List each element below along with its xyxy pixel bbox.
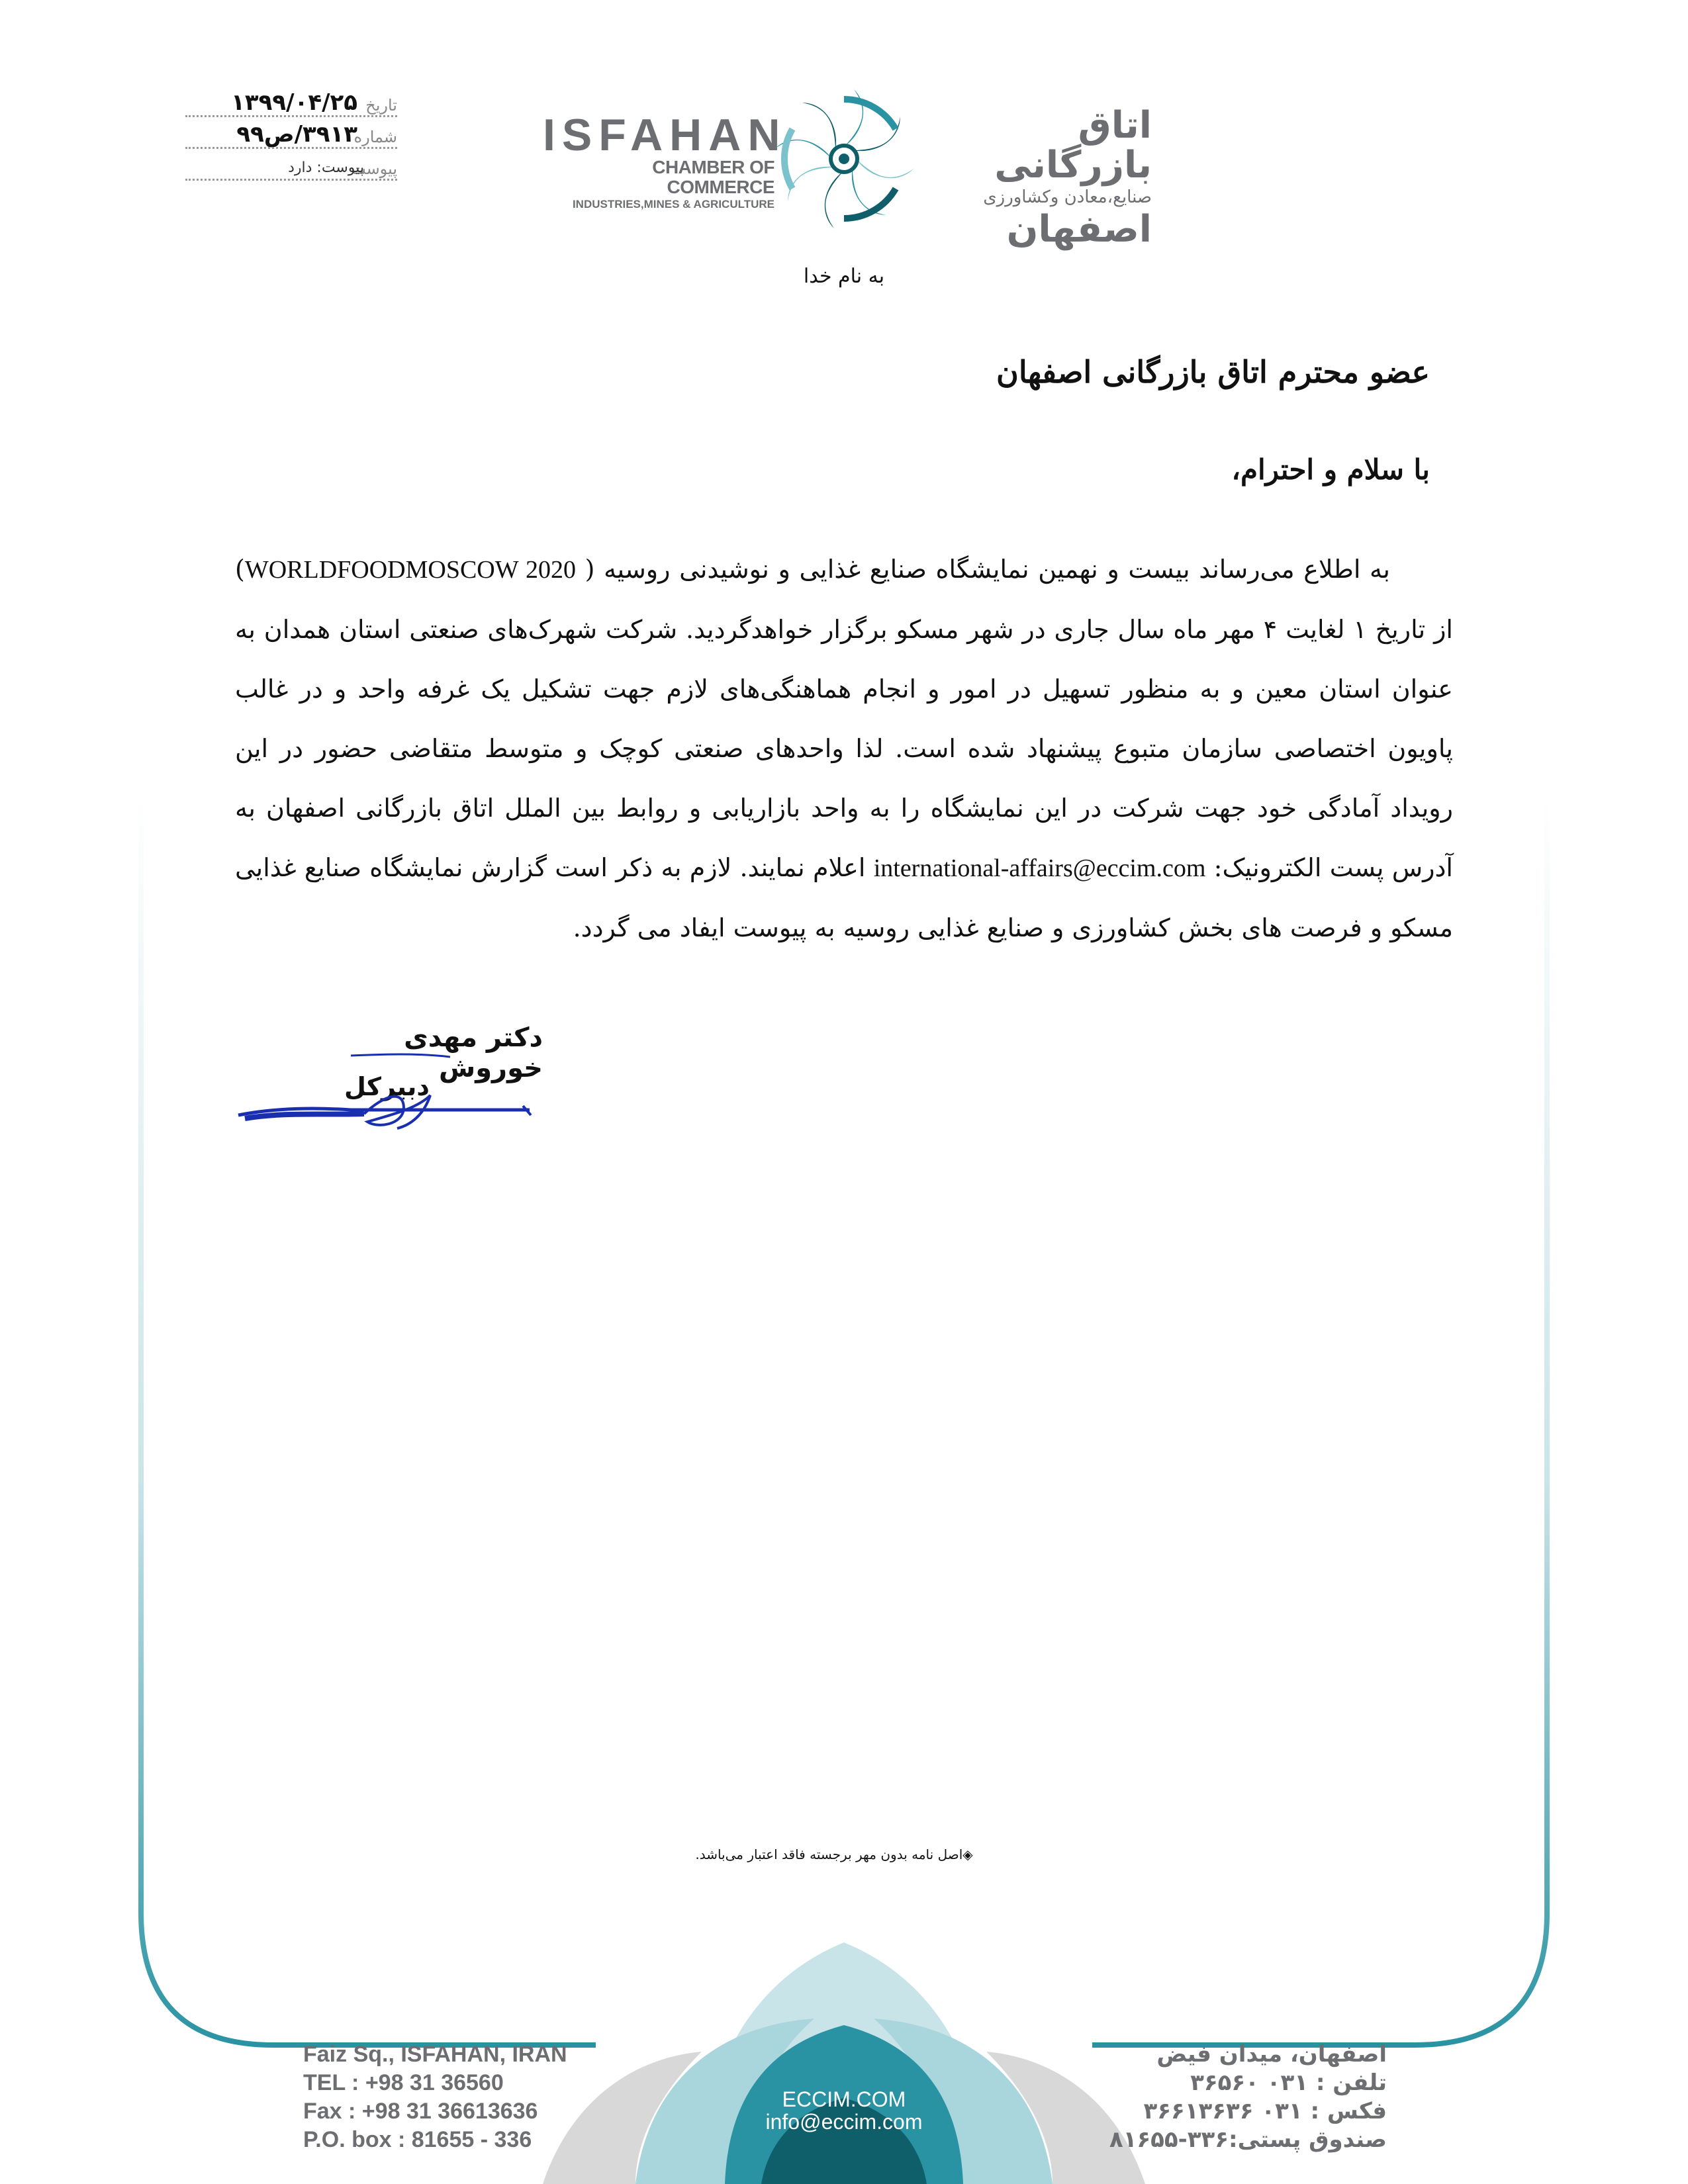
- logo-persian: [923, 106, 1152, 250]
- signature-block: [232, 1016, 543, 1135]
- validity-note-text: اصل نامه بدون مهر برجسته فاقد اعتبار می‌باشد.: [695, 1846, 963, 1862]
- footer-fa-fax: فکس : ۰۳۱ ۳۶۶۱۳۶۳۶: [1143, 2098, 1387, 2124]
- footer-fa-pobox: صندوق پستی:۳۳۶-۸۱۶۵۵: [1109, 2126, 1387, 2153]
- number-row: [179, 121, 397, 153]
- basmala: به نام خدا: [803, 265, 885, 288]
- logo-english: [543, 110, 787, 212]
- number-value: ۳۹۱۳/ص۹۹: [236, 121, 357, 148]
- letter-meta: [179, 89, 397, 185]
- contact-email-link[interactable]: international-affairs@eccim.com: [873, 854, 1206, 882]
- logo-en-line3: INDUSTRIES,MINES & AGRICULTURE: [572, 198, 774, 210]
- signatory-title: دبیرکل: [344, 1072, 430, 1101]
- number-dotted-line: [185, 147, 397, 149]
- footer-en-tel: TEL : +98 31 36560: [303, 2070, 504, 2095]
- date-dotted-line: [185, 115, 397, 117]
- validity-note: ◈اصل نامه بدون مهر برجسته فاقد اعتبار می‌باشد.: [695, 1846, 973, 1862]
- body-part-3: اعلام نمایند. لازم به ذکر است گزارش نمایشگاه صنایع غذایی مسکو و فرصت های بخش کشاورزی و صنایع غذایی روسیه به پیوست ایفاد می گردد.: [235, 853, 1453, 942]
- attachment-dotted-line: [185, 179, 397, 181]
- footer-english-contact: [303, 2040, 567, 2154]
- logo-en-line2: CHAMBER OF COMMERCE: [652, 157, 774, 197]
- date-value: ۱۳۹۹/۰۴/۲۵: [231, 89, 357, 116]
- logo-fa-line1: اتاق بازرگانی: [994, 104, 1152, 187]
- logo-fa-line3: اصفهان: [1006, 208, 1152, 251]
- attachment-value: پیوست: دارد: [288, 159, 364, 176]
- body-paragraph: [235, 539, 1453, 958]
- addressee: عضو محترم اتاق بازرگانی اصفهان: [996, 354, 1430, 390]
- logo-fa-line2: صنایع،معادن وکشاورزی: [983, 187, 1152, 207]
- signatory-name: دکتر مهدی خوروش: [404, 1023, 543, 1083]
- greeting: با سلام و احترام،: [1231, 453, 1430, 486]
- letter-body: [235, 539, 1453, 958]
- number-label: شماره: [353, 128, 397, 146]
- event-name: WORLDFOODMOSCOW 2020: [244, 556, 576, 584]
- footer-en-fax: Fax : +98 31 36613636: [303, 2099, 538, 2124]
- footer-flower-ornament: [543, 1942, 1145, 2184]
- footer-en-address: Faiz Sq., ISFAHAN, IRAN: [303, 2042, 567, 2067]
- footer-fa-address: اصفهان، میدان فیض: [1156, 2041, 1387, 2068]
- logo-en-line1: ISFAHAN: [543, 110, 787, 160]
- footer-persian-contact: [1109, 2040, 1387, 2154]
- footer-web-contact: [748, 2088, 940, 2133]
- footer-fa-tel: تلفن : ۰۳۱ ۳۶۵۶۰: [1190, 2070, 1387, 2096]
- chamber-logo: [543, 86, 1152, 251]
- attachment-label: پیوست: [351, 159, 397, 178]
- footer-email-link[interactable]: info@eccim.com: [765, 2110, 923, 2134]
- date-label: تاریخ: [365, 96, 397, 114]
- handwritten-signature: [232, 1016, 543, 1135]
- attachment-row: [179, 153, 397, 185]
- date-row: [179, 89, 397, 121]
- body-part-2: ) از تاریخ ۱ لغایت ۴ مهر ماه سال جاری در شهر مسکو برگزار خواهدگردید. شرکت شهرک‌های صنعتی استان همدان به عنوان استان معین و به منظور تسهیل در امور و انجام هماهنگی‌های لازم جهت تشکیل یک غرفه واحد و در غالب پاویون اختصاصی سازمان متبوع پیشنهاد شده است. لذا واحدهای صنعتی کوچک و متوسط متقاضی حضور در این رویداد آمادگی خود جهت شرکت در این نمایشگاه را به واحد بازاریابی و روابط بین الملل اتاق بازرگانی اصفهان به آدرس پست الکترونیک:: [235, 555, 1453, 882]
- logo-emblem-icon: [771, 86, 917, 232]
- body-part-1: به اطلاع می‌رساند بیست و نهمین نمایشگاه صنایع غذایی و نوشیدنی روسیه (: [585, 555, 1390, 584]
- footer-website-link[interactable]: ECCIM.COM: [782, 2087, 906, 2111]
- footer-en-pobox: P.O. box : 81655 - 336: [303, 2127, 532, 2152]
